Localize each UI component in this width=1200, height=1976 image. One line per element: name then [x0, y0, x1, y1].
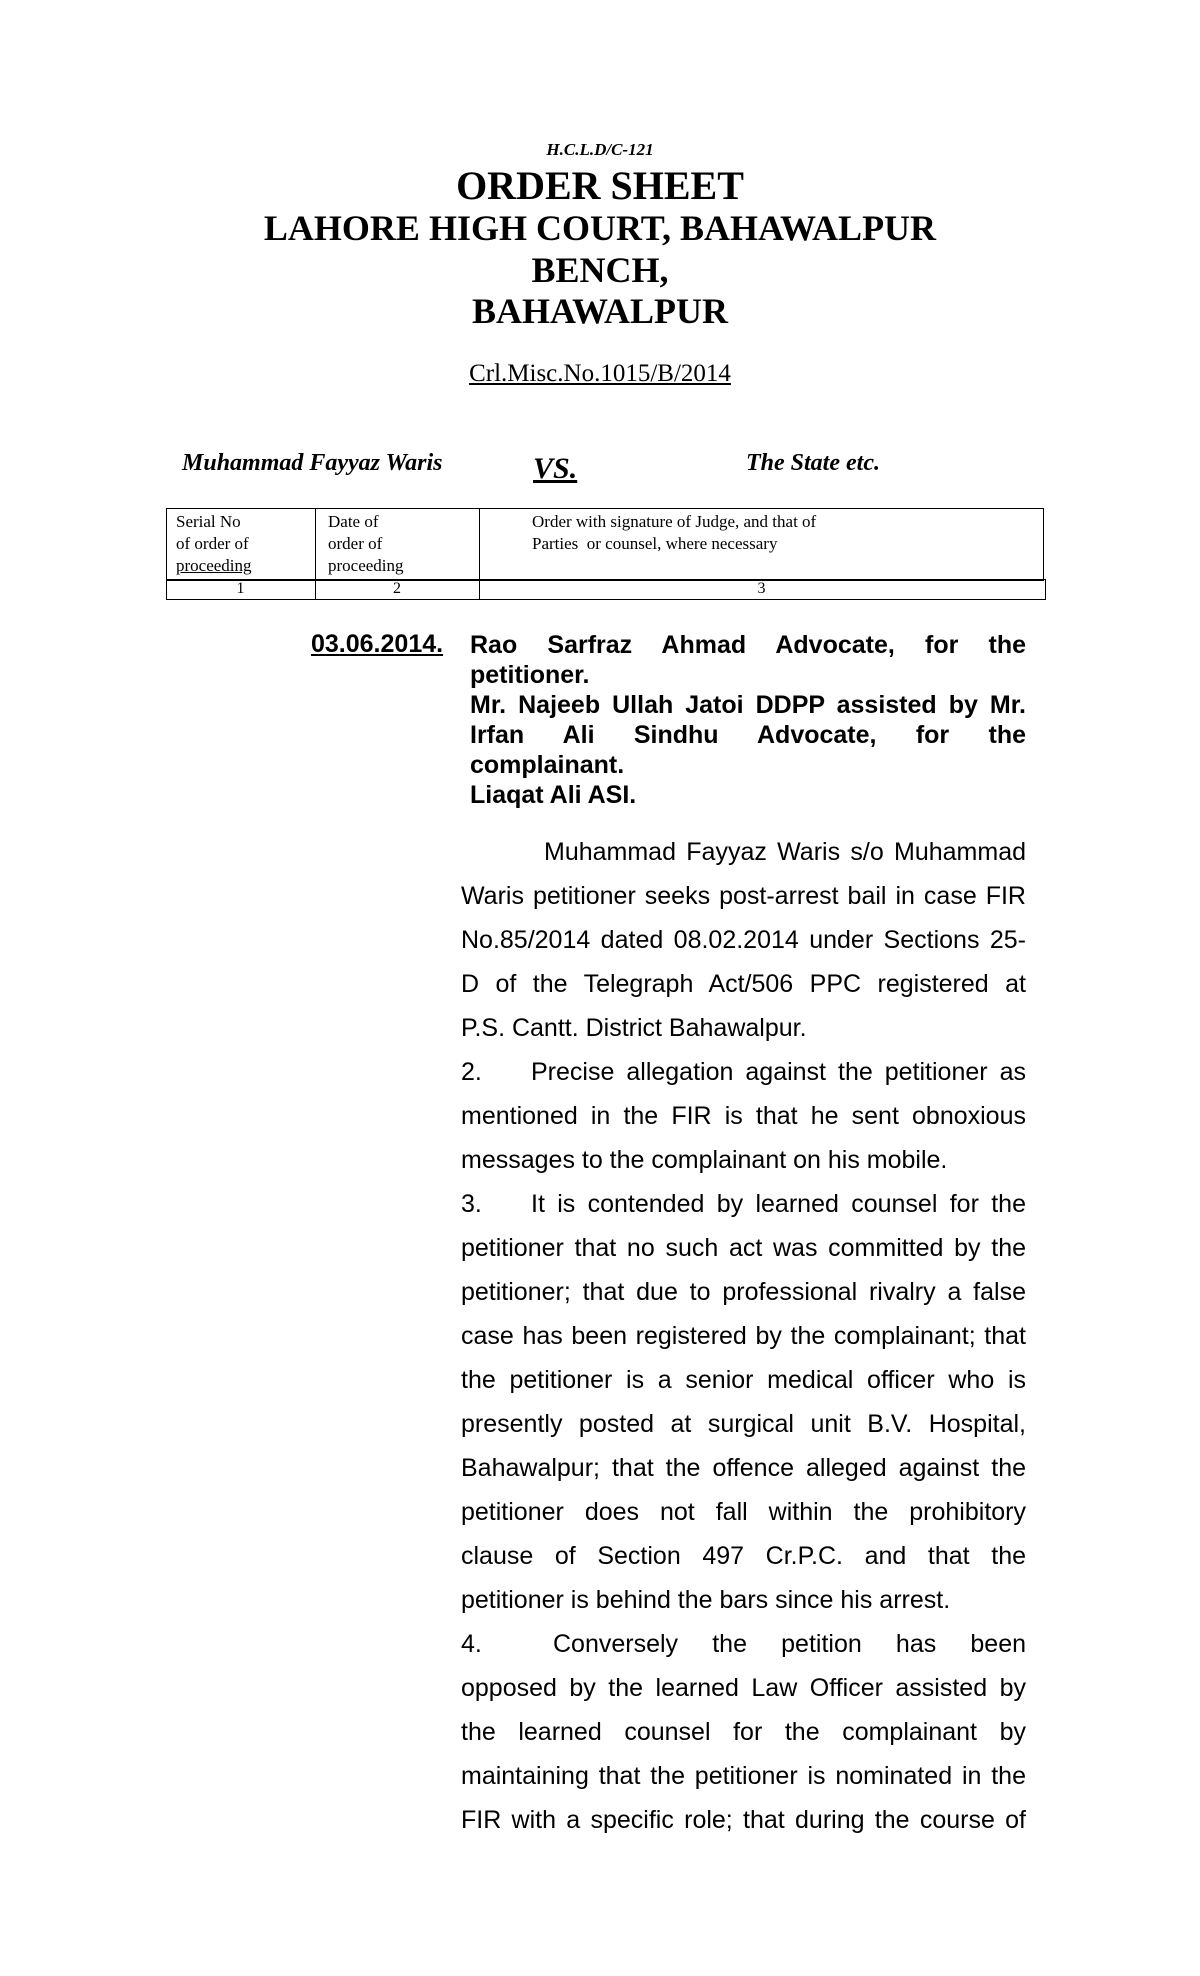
order-header-table: [166, 508, 1044, 599]
paragraph-1-line: D of the Telegraph Act/506 PPC registered at: [461, 970, 1026, 998]
attendance-line: Liaqat Ali ASI.: [470, 781, 637, 809]
paragraph-3-line: Bahawalpur; that the offence alleged against the: [461, 1454, 1026, 1482]
attendance-line: Mr. Najeeb Ullah Jatoi DDPP assisted by Mr.: [470, 691, 1026, 719]
attendance-block: [470, 630, 1026, 810]
paragraph-3-line: the petitioner is a senior medical officer who is: [461, 1366, 1026, 1394]
paragraph-3-line: petitioner; that due to professional rivalry a false: [461, 1278, 1026, 1306]
col-number: 2: [393, 580, 401, 597]
court-city: BAHAWALPUR: [471, 291, 729, 331]
case-number: Crl.Misc.No.1015/B/2014: [469, 360, 731, 387]
paragraph-4-line: maintaining that the petitioner is nominated in the: [461, 1762, 1026, 1790]
form-code: H.C.L.D/C-121: [546, 140, 654, 159]
court-name: LAHORE HIGH COURT, BAHAWALPUR: [263, 208, 937, 248]
paragraph-4-line: the learned counsel for the complainant by: [461, 1718, 1026, 1746]
paragraph-3-line: petitioner does not fall within the prohibitory: [461, 1498, 1026, 1526]
col-number: 1: [236, 580, 245, 597]
paragraph-4-number: 4.: [461, 1630, 482, 1658]
paragraph-1-line: Muhammad Fayyaz Waris s/o Muhammad: [544, 838, 1026, 866]
col-order-header: Order with signature of Judge, and that of Parties or counsel, where necessary: [532, 512, 817, 553]
paragraph-1-line: Waris petitioner seeks post-arrest bail in case FIR: [461, 882, 1026, 910]
paragraph-2-line: messages to the complainant on his mobile.: [461, 1146, 948, 1174]
paragraph-1-line: No.85/2014 dated 08.02.2014 under Sections 25-: [461, 926, 1026, 954]
paragraph-3-line: petitioner is behind the bars since his arrest.: [461, 1586, 951, 1614]
paragraph-4-line: FIR with a specific role; that during the course of: [461, 1806, 1026, 1834]
paragraph-3-line: presently posted at surgical unit B.V. Hospital,: [461, 1410, 1026, 1438]
col-date-header: Date of order of proceeding: [328, 512, 404, 575]
paragraph-3-line: petitioner that no such act was committed by the: [461, 1234, 1026, 1262]
paragraph-2-number: 2.: [461, 1058, 482, 1086]
court-bench: BENCH,: [531, 250, 669, 290]
versus-label: VS.: [533, 452, 578, 485]
paragraph-3-first-line: 3. It is contended by learned counsel for the: [461, 1182, 1026, 1226]
paragraph-1-line: P.S. Cantt. District Bahawalpur.: [461, 1014, 807, 1042]
attendance-line: petitioner.: [470, 661, 590, 689]
paragraph-3-line: clause of Section 497 Cr.P.C. and that the: [461, 1542, 1026, 1570]
attendance-line: Rao Sarfraz Ahmad Advocate, for the: [470, 631, 1026, 659]
attendance-line: Irfan Ali Sindhu Advocate, for the: [470, 721, 1026, 749]
order-body: [461, 830, 1026, 1842]
paragraph-3-number: 3.: [461, 1190, 482, 1218]
col-serial-header: Serial No of order of proceeding: [176, 512, 252, 575]
col-number: 3: [757, 580, 766, 597]
page-title: ORDER SHEET: [456, 163, 744, 208]
paragraph-4-line: opposed by the learned Law Officer assisted by: [461, 1674, 1026, 1702]
attendance-line: complainant.: [470, 751, 625, 779]
paragraph-2-first-line: 2. Precise allegation against the petitioner as: [461, 1050, 1026, 1094]
paragraph-2-line: mentioned in the FIR is that he sent obnoxious: [461, 1102, 1026, 1130]
parties-line: [0, 450, 1200, 490]
respondent-name: The State etc.: [746, 450, 880, 476]
petitioner-name: Muhammad Fayyaz Waris: [182, 450, 443, 476]
paragraph-3-line: case has been registered by the complainant; that: [461, 1322, 1026, 1350]
paragraph-4-first-line: 4. Conversely the petition has been: [461, 1622, 1026, 1666]
order-date: 03.06.2014.: [311, 630, 444, 658]
